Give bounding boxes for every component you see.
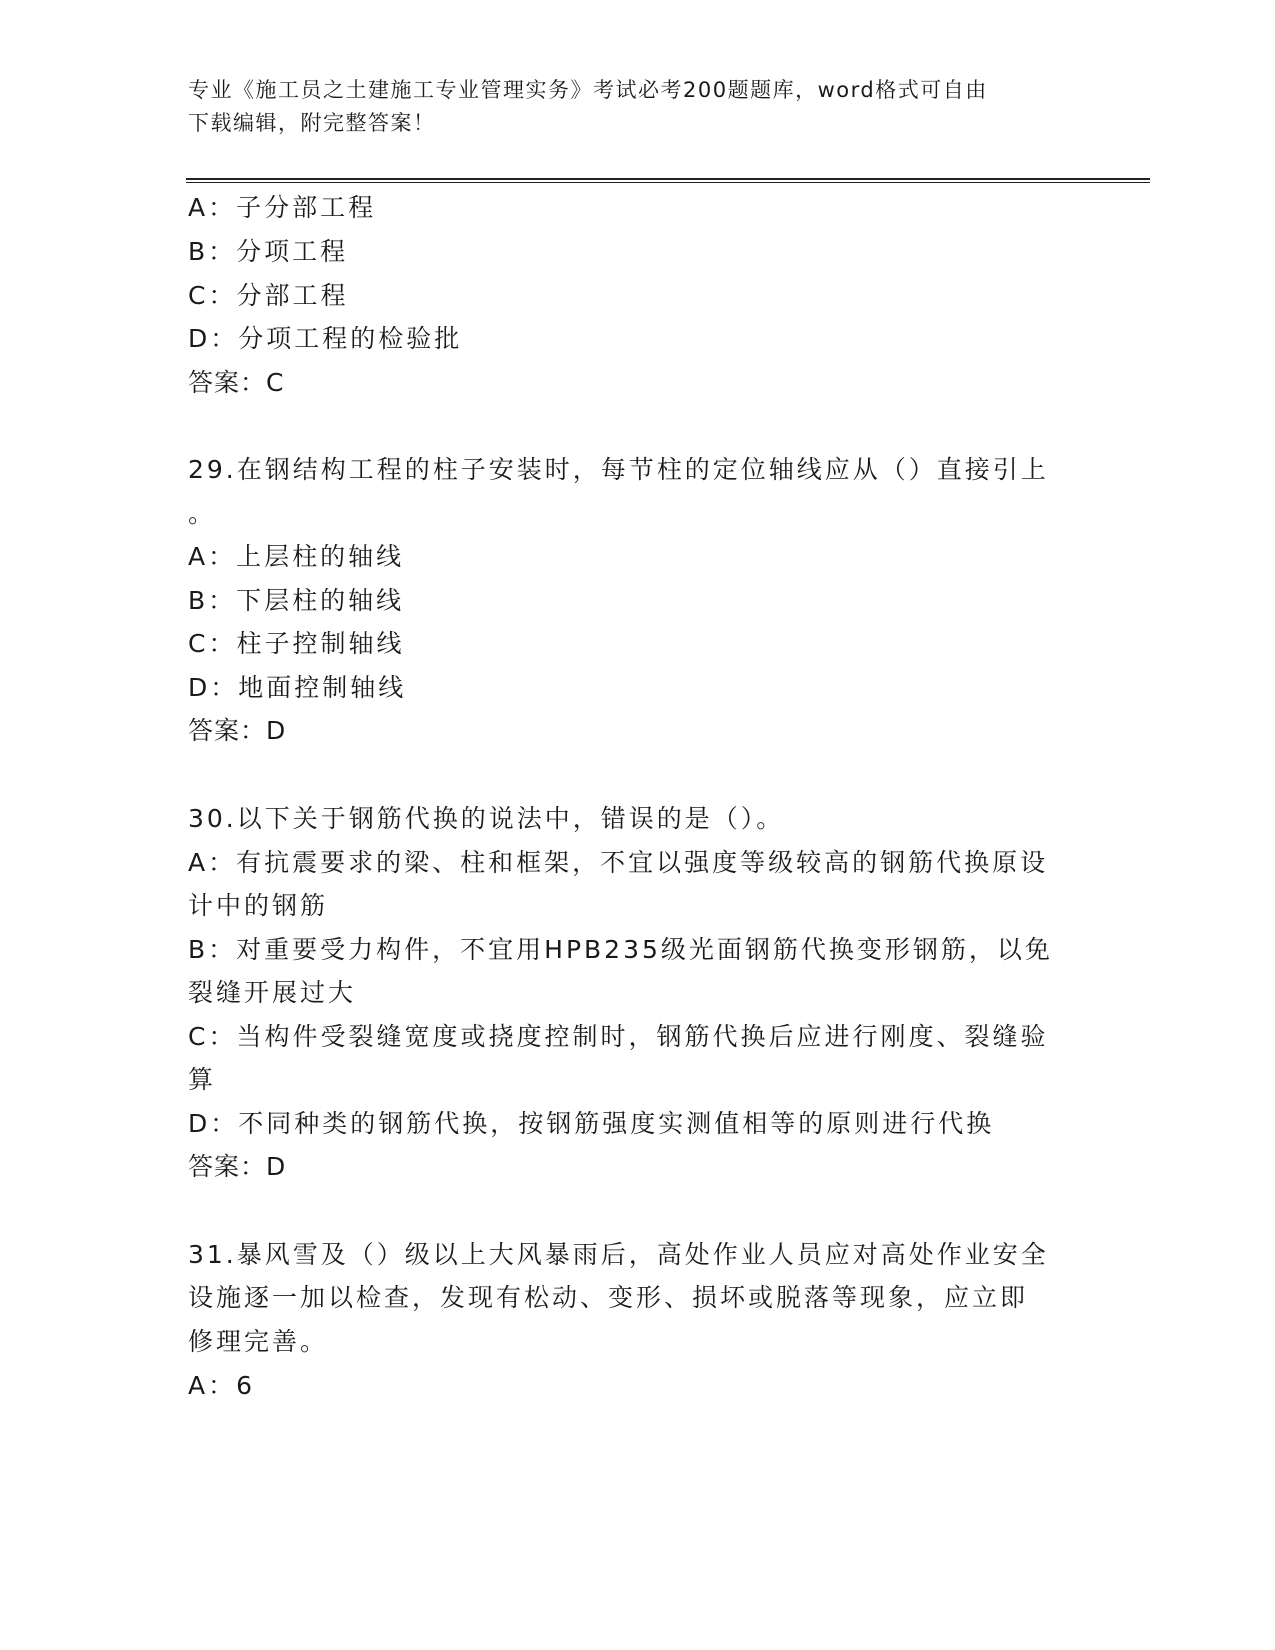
- q29-stem-line-2: 。: [188, 499, 217, 528]
- q30-option-b-line-1: B：对重要受力构件，不宜用HPB235级光面钢筋代换变形钢筋，以免: [188, 935, 1053, 964]
- q30-option-c-line-1: C：当构件受裂缝宽度或挠度控制时，钢筋代换后应进行刚度、裂缝验: [188, 1022, 1049, 1051]
- q31-option-a: A：6: [188, 1371, 256, 1400]
- q28-option-d: D：分项工程的检验批: [188, 324, 463, 353]
- q29-answer: 答案：D: [188, 716, 287, 745]
- q31-stem-line-2: 设施逐一加以检查，发现有松动、变形、损坏或脱落等现象，应立即: [188, 1283, 1029, 1312]
- header-line-2: 下载编辑，附完整答案！: [188, 111, 436, 135]
- q30-option-c-line-2: 算: [188, 1065, 217, 1094]
- q30-stem: 30.以下关于钢筋代换的说法中，错误的是（）。: [188, 804, 785, 833]
- q28-option-c: C：分部工程: [188, 281, 349, 310]
- q29-option-c: C：柱子控制轴线: [188, 629, 405, 658]
- header-divider-thick: [186, 178, 1150, 180]
- header-divider-thin: [186, 182, 1150, 183]
- q30-option-a-line-2: 计中的钢筋: [188, 891, 329, 920]
- q30-answer: 答案：D: [188, 1152, 287, 1181]
- q30-option-a-line-1: A：有抗震要求的梁、柱和框架，不宜以强度等级较高的钢筋代换原设: [188, 848, 1049, 877]
- header-line-1: 专业《施工员之土建施工专业管理实务》考试必考200题题库，word格式可自由: [188, 78, 988, 102]
- q29-option-d: D：地面控制轴线: [188, 673, 407, 702]
- q29-option-b: B：下层柱的轴线: [188, 586, 405, 615]
- q31-stem-line-3: 修理完善。: [188, 1327, 329, 1356]
- q28-option-a: A：子分部工程: [188, 193, 377, 222]
- document-header: [188, 74, 1068, 140]
- q29-stem-line-1: 29.在钢结构工程的柱子安装时，每节柱的定位轴线应从（）直接引上: [188, 455, 1049, 484]
- q29-option-a: A：上层柱的轴线: [188, 542, 405, 571]
- q30-option-d: D：不同种类的钢筋代换，按钢筋强度实测值相等的原则进行代换: [188, 1109, 995, 1138]
- q31-stem-line-1: 31.暴风雪及（）级以上大风暴雨后，高处作业人员应对高处作业安全: [188, 1240, 1049, 1269]
- q28-answer: 答案：C: [188, 368, 285, 397]
- q28-option-b: B：分项工程: [188, 237, 349, 266]
- q30-option-b-line-2: 裂缝开展过大: [188, 978, 357, 1007]
